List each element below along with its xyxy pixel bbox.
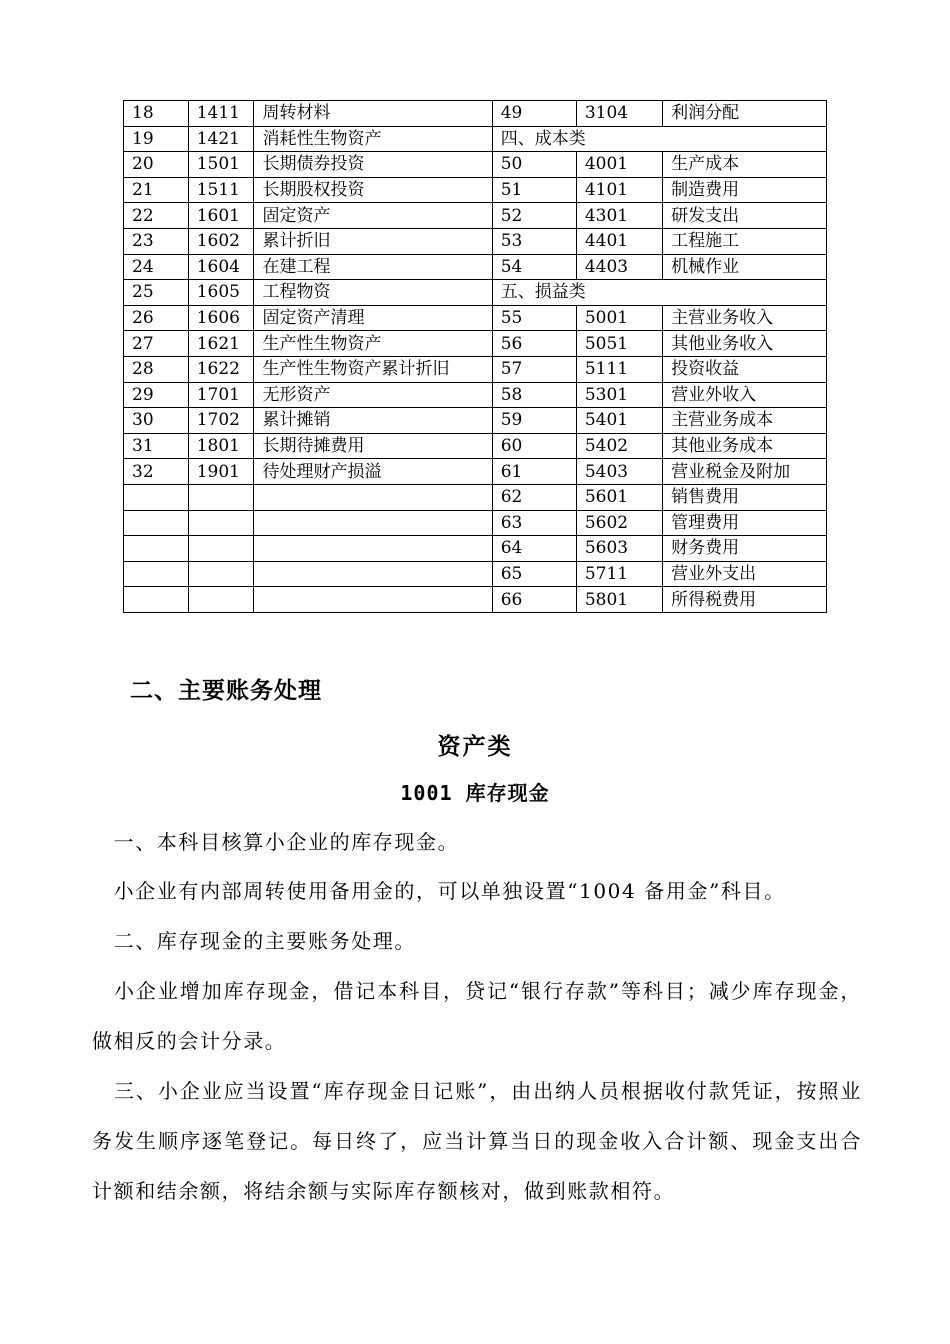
table-row	[124, 459, 827, 485]
section-heading: 二、主要账务处理	[130, 678, 322, 704]
table-cell	[188, 536, 254, 562]
table-row	[124, 587, 827, 613]
table-cell: 19	[124, 126, 189, 152]
table-cell: 1621	[188, 331, 254, 357]
table-cell: 63	[492, 510, 576, 536]
table-cell: 4403	[576, 254, 662, 280]
table-row	[124, 510, 827, 536]
table-row	[124, 331, 827, 357]
table-cell: 5711	[576, 561, 662, 587]
table-cell: 营业税金及附加	[663, 459, 827, 485]
table-cell: 57	[492, 356, 576, 382]
table-cell: 4301	[576, 203, 662, 229]
table-cell: 1701	[188, 382, 254, 408]
table-cell: 55	[492, 305, 576, 331]
paragraph-scope: 一、本科目核算小企业的库存现金。	[92, 830, 460, 854]
table-cell: 31	[124, 433, 189, 459]
table-cell: 固定资产清理	[254, 305, 492, 331]
table-cell: 研发支出	[663, 203, 827, 229]
table-cell: 65	[492, 561, 576, 587]
table-cell	[254, 510, 492, 536]
table-cell: 累计折旧	[254, 228, 492, 254]
table-cell: 无形资产	[254, 382, 492, 408]
table-cell: 财务费用	[663, 536, 827, 562]
table-cell: 机械作业	[663, 254, 827, 280]
table-cell: 主营业务收入	[663, 305, 827, 331]
table-cell: 生产性生物资产累计折旧	[254, 356, 492, 382]
table-cell: 5602	[576, 510, 662, 536]
account-title: 1001 库存现金	[400, 781, 550, 805]
table-cell	[124, 561, 189, 587]
table-cell: 29	[124, 382, 189, 408]
table-cell: 5401	[576, 408, 662, 434]
table-cell: 23	[124, 228, 189, 254]
table-row	[124, 305, 827, 331]
table-cell: 长期待摊费用	[254, 433, 492, 459]
table-cell: 1801	[188, 433, 254, 459]
table-cell: 49	[492, 101, 576, 127]
table-cell: 周转材料	[254, 101, 492, 127]
table-row	[124, 126, 827, 152]
table-cell: 1622	[188, 356, 254, 382]
table-cell: 长期债券投资	[254, 152, 492, 178]
table-cell: 管理费用	[663, 510, 827, 536]
table-cell: 投资收益	[663, 356, 827, 382]
table-cell: 20	[124, 152, 189, 178]
table-cell	[188, 561, 254, 587]
table-row	[124, 101, 827, 127]
table-cell: 3104	[576, 101, 662, 127]
table-cell: 22	[124, 203, 189, 229]
table-cell	[254, 561, 492, 587]
table-row	[124, 203, 827, 229]
table-cell: 27	[124, 331, 189, 357]
table-cell: 工程施工	[663, 228, 827, 254]
table-cell: 5111	[576, 356, 662, 382]
table-cell	[188, 510, 254, 536]
table-cell: 工程物资	[254, 280, 492, 306]
table-cell: 在建工程	[254, 254, 492, 280]
table-cell: 1421	[188, 126, 254, 152]
table-body	[124, 101, 827, 613]
table-row	[124, 536, 827, 562]
table-row	[124, 484, 827, 510]
table-cell: 4101	[576, 177, 662, 203]
table-cell: 1501	[188, 152, 254, 178]
table-cell: 生产成本	[663, 152, 827, 178]
paragraph-increase-decrease: 小企业增加库存现金，借记本科目，贷记“银行存款”等科目；减少库存现金，做相反的会计分录。	[92, 979, 862, 1053]
table-cell	[254, 484, 492, 510]
table-row	[124, 561, 827, 587]
table-cell: 5403	[576, 459, 662, 485]
table-cell: 56	[492, 331, 576, 357]
table-cell: 30	[124, 408, 189, 434]
table-cell: 59	[492, 408, 576, 434]
table-cell: 18	[124, 101, 189, 127]
table-cell: 21	[124, 177, 189, 203]
table-cell: 60	[492, 433, 576, 459]
table-cell: 1411	[188, 101, 254, 127]
table-cell: 32	[124, 459, 189, 485]
table-cell: 26	[124, 305, 189, 331]
table-cell: 消耗性生物资产	[254, 126, 492, 152]
table-cell: 利润分配	[663, 101, 827, 127]
table-cell	[188, 484, 254, 510]
table-cell: 5051	[576, 331, 662, 357]
table-cell: 5001	[576, 305, 662, 331]
table-cell: 待处理财产损溢	[254, 459, 492, 485]
table-cell: 1606	[188, 305, 254, 331]
paragraph-cash-journal: 三、小企业应当设置“库存现金日记账”，由出纳人员根据收付款凭证，按照业务发生顺序逐笔登记。每日终了，应当计算当日的现金收入合计额、现金支出合计额和结余额，将结余额与实际库存额核对，做到账款相符。	[92, 1079, 862, 1203]
table-cell	[124, 510, 189, 536]
table-cell: 28	[124, 356, 189, 382]
table-cell: 主营业务成本	[663, 408, 827, 434]
table-cell: 1511	[188, 177, 254, 203]
table-cell: 4401	[576, 228, 662, 254]
table-cell: 营业外支出	[663, 561, 827, 587]
table-cell: 1602	[188, 228, 254, 254]
table-cell: 61	[492, 459, 576, 485]
table-row	[124, 228, 827, 254]
table-cell: 1702	[188, 408, 254, 434]
paragraph-petty-cash: 小企业有内部周转使用备用金的，可以单独设置“1004 备用金”科目。	[92, 879, 786, 903]
table-row	[124, 177, 827, 203]
table-row	[124, 254, 827, 280]
table-cell: 51	[492, 177, 576, 203]
table-row	[124, 408, 827, 434]
table-row	[124, 382, 827, 408]
category-title: 资产类	[437, 734, 513, 760]
table-cell: 66	[492, 587, 576, 613]
table-cell: 其他业务成本	[663, 433, 827, 459]
table-row	[124, 280, 827, 306]
table-cell: 制造费用	[663, 177, 827, 203]
table-cell: 5601	[576, 484, 662, 510]
category-header-cell: 五、损益类	[492, 280, 826, 306]
table-cell	[124, 536, 189, 562]
paragraph-processing-heading: 二、库存现金的主要账务处理。	[92, 929, 416, 953]
table-cell	[124, 484, 189, 510]
table-cell: 累计摊销	[254, 408, 492, 434]
table-cell	[124, 587, 189, 613]
table-cell: 1605	[188, 280, 254, 306]
table-cell: 64	[492, 536, 576, 562]
table-row	[124, 433, 827, 459]
table-cell: 24	[124, 254, 189, 280]
table-cell	[188, 587, 254, 613]
table-cell: 50	[492, 152, 576, 178]
table-cell: 5603	[576, 536, 662, 562]
table-cell: 长期股权投资	[254, 177, 492, 203]
table-cell: 1604	[188, 254, 254, 280]
table-cell: 62	[492, 484, 576, 510]
table-cell: 54	[492, 254, 576, 280]
table-cell: 25	[124, 280, 189, 306]
account-code-table	[123, 100, 827, 613]
table-cell: 4001	[576, 152, 662, 178]
table-cell: 固定资产	[254, 203, 492, 229]
table-cell	[254, 587, 492, 613]
table-cell: 其他业务收入	[663, 331, 827, 357]
table-cell: 53	[492, 228, 576, 254]
table-cell	[254, 536, 492, 562]
table-row	[124, 356, 827, 382]
table-row	[124, 152, 827, 178]
table-cell: 5801	[576, 587, 662, 613]
table-cell: 5301	[576, 382, 662, 408]
table-cell: 1901	[188, 459, 254, 485]
table-cell: 5402	[576, 433, 662, 459]
table-cell: 1601	[188, 203, 254, 229]
table-cell: 58	[492, 382, 576, 408]
table-cell: 营业外收入	[663, 382, 827, 408]
table-cell: 52	[492, 203, 576, 229]
table-cell: 生产性生物资产	[254, 331, 492, 357]
table-cell: 销售费用	[663, 484, 827, 510]
table-cell: 所得税费用	[663, 587, 827, 613]
category-header-cell: 四、成本类	[492, 126, 826, 152]
